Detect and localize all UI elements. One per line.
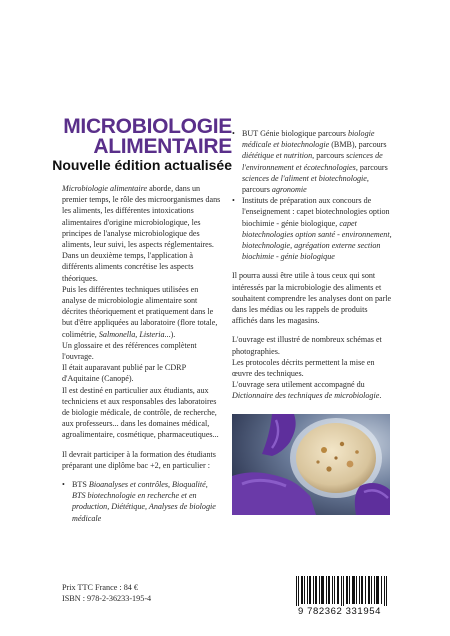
application-paragraph: Dans un deuxième temps, l'application à différents aliments concrétise les aspects théoriques. bbox=[62, 251, 194, 283]
barcode-number: 9 782362 331954 bbox=[298, 606, 381, 617]
intro-paragraph: Microbiologie alimentaire aborde, dans un premier temps, le rôle des microorganismes dans les aliments, les différentes intoxications alimentaires d'origine microbiologique, les principes de l'analyse microbiologique des aliments, leur suivi, les aspects réglementaires. bbox=[62, 184, 221, 250]
protocols-paragraph: Les protocoles décrits permettent la mise en œuvre des techniques. bbox=[232, 357, 375, 379]
title-line-1: MICROBIOLOGIE bbox=[63, 115, 232, 138]
institutes-bullet: • Instituts de préparation aux concours de l'enseignement : capet biotechnologies option biochimie - génie biologique, capet biotechnologies option santé - environnement, biotechnologie, agrégation externe section biochimie - génie biologique bbox=[232, 195, 392, 262]
but-bullet: • BUT Génie biologique parcours biologie médicale et biotechnologie (BMB), parcours diététique et nutrition, parcours sciences de l'environnement et écotechnologies, parcours sciences de l'aliment et biotechnologie, parcours agronomie bbox=[232, 128, 392, 195]
glossary-paragraph: Un glossaire et des références complètent l'ouvrage. bbox=[62, 340, 197, 362]
techniques-paragraph: Puis les différentes techniques utilisées en analyse de microbiologie alimentaire sont décrites théoriquement et pratiquement dans le but d'être appliquées au laboratoire (flore totale, colimétrie, Salmonella, Listeria...). bbox=[62, 284, 218, 339]
audience-paragraph: Il est destiné en particulier aux étudiants, aux techniciens et aux responsables des laboratoires de biologie médicale, de contrôle, de recherche, aux professeurs... dans les domaines médical, agroalimentaire, cosmétique, pharmaceutiques... bbox=[62, 385, 219, 440]
isbn-label: ISBN : 978-2-36233-195-4 bbox=[62, 594, 152, 603]
price-block bbox=[62, 582, 151, 604]
petri-dish-photo bbox=[232, 414, 390, 515]
price-label: Prix TTC France : 84 € bbox=[62, 583, 139, 592]
bts-bullet: • BTS Bioanalyses et contrôles, Bioqualité, BTS biotechnologie en recherche et en production, Diététique, Analyses de biologie médicale bbox=[62, 479, 222, 524]
illustrated-paragraph: L'ouvrage est illustré de nombreux schémas et photographies. bbox=[232, 335, 382, 356]
title-line-2: ALIMENTAIRE bbox=[93, 135, 232, 158]
useful-paragraph: Il pourra aussi être utile à tous ceux qui sont intéressés par la microbiologie des aliments et souhaitent comprendre les analyses dont on parle dans les médias ou les rappels de produits affichés dans les magasins. bbox=[232, 271, 392, 326]
subtitle: Nouvelle édition actualisée bbox=[52, 157, 232, 173]
right-column bbox=[232, 128, 392, 402]
left-column bbox=[62, 183, 222, 524]
dictionary-paragraph: L'ouvrage sera utilement accompagné du Dictionnaire des techniques de microbiologie. bbox=[232, 380, 382, 401]
training-paragraph: Il devrait participer à la formation des étudiants préparant une diplôme bac +2, en particulier : bbox=[62, 449, 216, 470]
previous-publisher-paragraph: Il était auparavant publié par le CDRP d'Aquitaine (Canopé). bbox=[62, 363, 186, 384]
